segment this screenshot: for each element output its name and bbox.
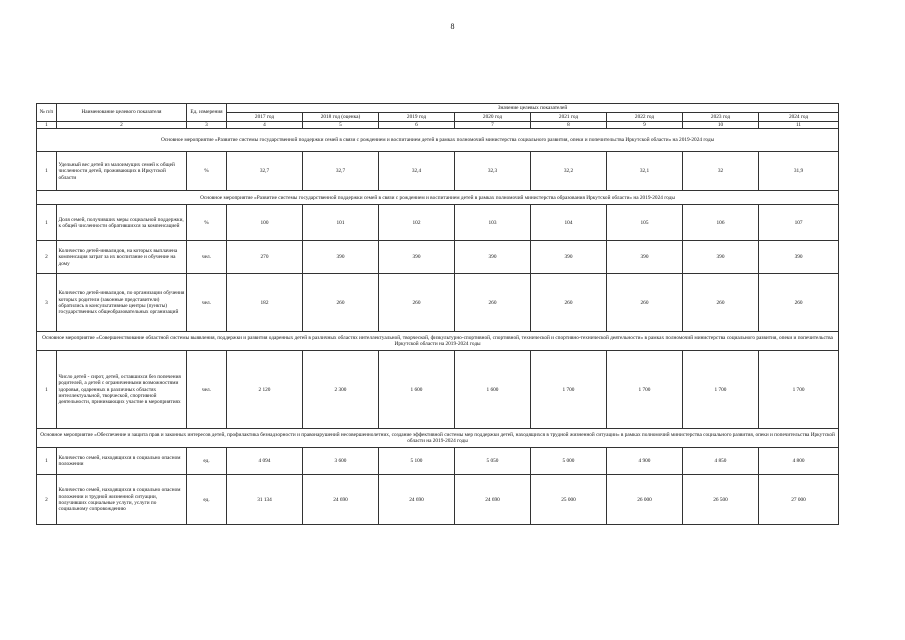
value-cell: 182 — [227, 274, 303, 332]
value-cell: 1 700 — [759, 351, 839, 429]
column-number: 3 — [187, 122, 227, 129]
unit-cell: % — [187, 205, 227, 241]
value-cell: 390 — [683, 241, 759, 274]
value-cell: 32,4 — [379, 152, 455, 191]
page-number: 8 — [450, 22, 455, 31]
table-row — [37, 351, 839, 429]
value-cell: 1 600 — [379, 351, 455, 429]
column-number: 11 — [759, 122, 839, 129]
table-row — [37, 274, 839, 332]
column-number: 10 — [683, 122, 759, 129]
column-number: 9 — [607, 122, 683, 129]
value-cell: 4 850 — [683, 448, 759, 475]
unit-cell: чел. — [187, 241, 227, 274]
value-cell: 32,7 — [227, 152, 303, 191]
row-number: 1 — [37, 351, 57, 429]
header-name: Наименование целевого показателя — [57, 104, 187, 122]
row-number: 3 — [37, 274, 57, 332]
column-number: 1 — [37, 122, 57, 129]
indicator-name: Удельный вес детей из малоимущих семей к общей численности детей, проживающих в Иркутской области — [57, 152, 187, 191]
value-cell: 103 — [455, 205, 531, 241]
value-cell: 106 — [683, 205, 759, 241]
table-row — [37, 152, 839, 191]
value-cell: 260 — [683, 274, 759, 332]
value-cell: 4 094 — [227, 448, 303, 475]
indicator-name: Количество детей-инвалидов, по организации обучения которых родители (законные представители) обратились в консультативные центры (пункты) государственных общеобразовательных организаций — [57, 274, 187, 332]
value-cell: 270 — [227, 241, 303, 274]
value-cell: 260 — [607, 274, 683, 332]
column-number: 7 — [455, 122, 531, 129]
value-cell: 107 — [759, 205, 839, 241]
table-row — [37, 475, 839, 525]
value-cell: 32,2 — [531, 152, 607, 191]
indicator-name: Количество детей-инвалидов, на которых выплачена компенсация затрат за их воспитание и обучение на дому — [57, 241, 187, 274]
unit-cell: чел. — [187, 274, 227, 332]
indicator-name: Количество семей, находящихся в социально опасном положении — [57, 448, 187, 475]
value-cell: 390 — [759, 241, 839, 274]
indicator-name: Доля семей, получивших меры социальной поддержки, к общей численности обратившихся за компенсацией — [57, 205, 187, 241]
unit-cell: ед. — [187, 448, 227, 475]
value-cell: 1 700 — [607, 351, 683, 429]
row-number: 2 — [37, 241, 57, 274]
value-cell: 31,9 — [759, 152, 839, 191]
value-cell: 31 134 — [227, 475, 303, 525]
header-year: 2023 год — [683, 113, 759, 122]
row-number: 1 — [37, 152, 57, 191]
value-cell: 32,1 — [607, 152, 683, 191]
table-row — [37, 241, 839, 274]
value-cell: 27 000 — [759, 475, 839, 525]
unit-cell: чел. — [187, 351, 227, 429]
value-cell: 24 690 — [379, 475, 455, 525]
header-year: 2022 год — [607, 113, 683, 122]
header-year: 2018 год (оценка) — [303, 113, 379, 122]
value-cell: 24 690 — [303, 475, 379, 525]
value-cell: 25 000 — [531, 475, 607, 525]
value-cell: 5 100 — [379, 448, 455, 475]
column-number: 2 — [57, 122, 187, 129]
value-cell: 104 — [531, 205, 607, 241]
value-cell: 100 — [227, 205, 303, 241]
row-number: 1 — [37, 448, 57, 475]
value-cell: 390 — [607, 241, 683, 274]
value-cell: 390 — [455, 241, 531, 274]
table-row — [37, 205, 839, 241]
header-year: 2017 год — [227, 113, 303, 122]
header-year: 2020 год — [455, 113, 531, 122]
value-cell: 2 300 — [303, 351, 379, 429]
value-cell: 4 900 — [607, 448, 683, 475]
indicator-name: Число детей - сирот, детей, оставшихся без попечения родителей, а детей с ограниченными возможностями здоровья, одаренных в различных областях интеллектуальной, творческой, спортивной деятельности, принимающих участие в мероприятиях — [57, 351, 187, 429]
value-cell: 105 — [607, 205, 683, 241]
value-cell: 390 — [303, 241, 379, 274]
header-unit: Ед. измерения — [187, 104, 227, 122]
value-cell: 5 000 — [531, 448, 607, 475]
section-title: Основное мероприятие «Обеспечение и защита прав и законных интересов детей, профилактика безнадзорности и правонарушений несовершеннолетних, создание эффективной системы мер поддержки детей, находящихся в трудной жизненной ситуации» в рамках полномочий министерства социального развития, опеки и попечительства Иркутской области на 2019-2024 годы — [37, 429, 839, 448]
column-number: 6 — [379, 122, 455, 129]
value-cell: 260 — [455, 274, 531, 332]
value-cell: 390 — [531, 241, 607, 274]
column-number: 4 — [227, 122, 303, 129]
value-cell: 260 — [759, 274, 839, 332]
unit-cell: ед. — [187, 475, 227, 525]
header-year: 2021 год — [531, 113, 607, 122]
value-cell: 2 120 — [227, 351, 303, 429]
value-cell: 32,3 — [455, 152, 531, 191]
section-title: Основное мероприятие «Развитие системы государственной поддержки семей в связи с рождением и воспитанием детей в рамках полномочий министерства образования Иркутской области» на 2019-2024 годы — [37, 191, 839, 205]
value-cell: 102 — [379, 205, 455, 241]
value-cell: 32,7 — [303, 152, 379, 191]
section-title: Основное мероприятие «Развитие системы государственной поддержки семей в связи с рождением и воспитанием детей в рамках полномочий министерства социального развития, опеки и попечительства Иркутской области» на 2019-2024 годы — [37, 129, 839, 152]
indicators-table — [36, 103, 839, 525]
value-cell: 260 — [531, 274, 607, 332]
value-cell: 101 — [303, 205, 379, 241]
value-cell: 1 700 — [531, 351, 607, 429]
column-number: 8 — [531, 122, 607, 129]
value-cell: 26 500 — [683, 475, 759, 525]
value-cell: 4 800 — [759, 448, 839, 475]
section-title: Основное мероприятие «Совершенствование областной системы выявления, поддержки и развития одаренных детей в различных областях интеллектуальной, творческой, физкультурно-спортивной, спортивной, технической и спортивно-технической деятельности» в рамках полномочий министерства социального развития, опеки и попечительства Иркутской области на 2019-2024 годы — [37, 332, 839, 351]
header-year: 2024 год — [759, 113, 839, 122]
row-number: 2 — [37, 475, 57, 525]
row-number: 1 — [37, 205, 57, 241]
table-row — [37, 448, 839, 475]
value-cell: 24 690 — [455, 475, 531, 525]
unit-cell: % — [187, 152, 227, 191]
value-cell: 260 — [379, 274, 455, 332]
header-no: № п/п — [37, 104, 57, 122]
value-cell: 26 000 — [607, 475, 683, 525]
column-number: 5 — [303, 122, 379, 129]
header-values-group: Значение целевых показателей — [227, 104, 839, 113]
value-cell: 1 600 — [455, 351, 531, 429]
value-cell: 260 — [303, 274, 379, 332]
indicator-name: Количество семей, находящихся в социально опасном положении и трудной жизненной ситуации, получивших социальные услуги, услуги по социальному сопровождению — [57, 475, 187, 525]
value-cell: 390 — [379, 241, 455, 274]
value-cell: 5 050 — [455, 448, 531, 475]
header-year: 2019 год — [379, 113, 455, 122]
value-cell: 1 700 — [683, 351, 759, 429]
value-cell: 32 — [683, 152, 759, 191]
value-cell: 3 600 — [303, 448, 379, 475]
